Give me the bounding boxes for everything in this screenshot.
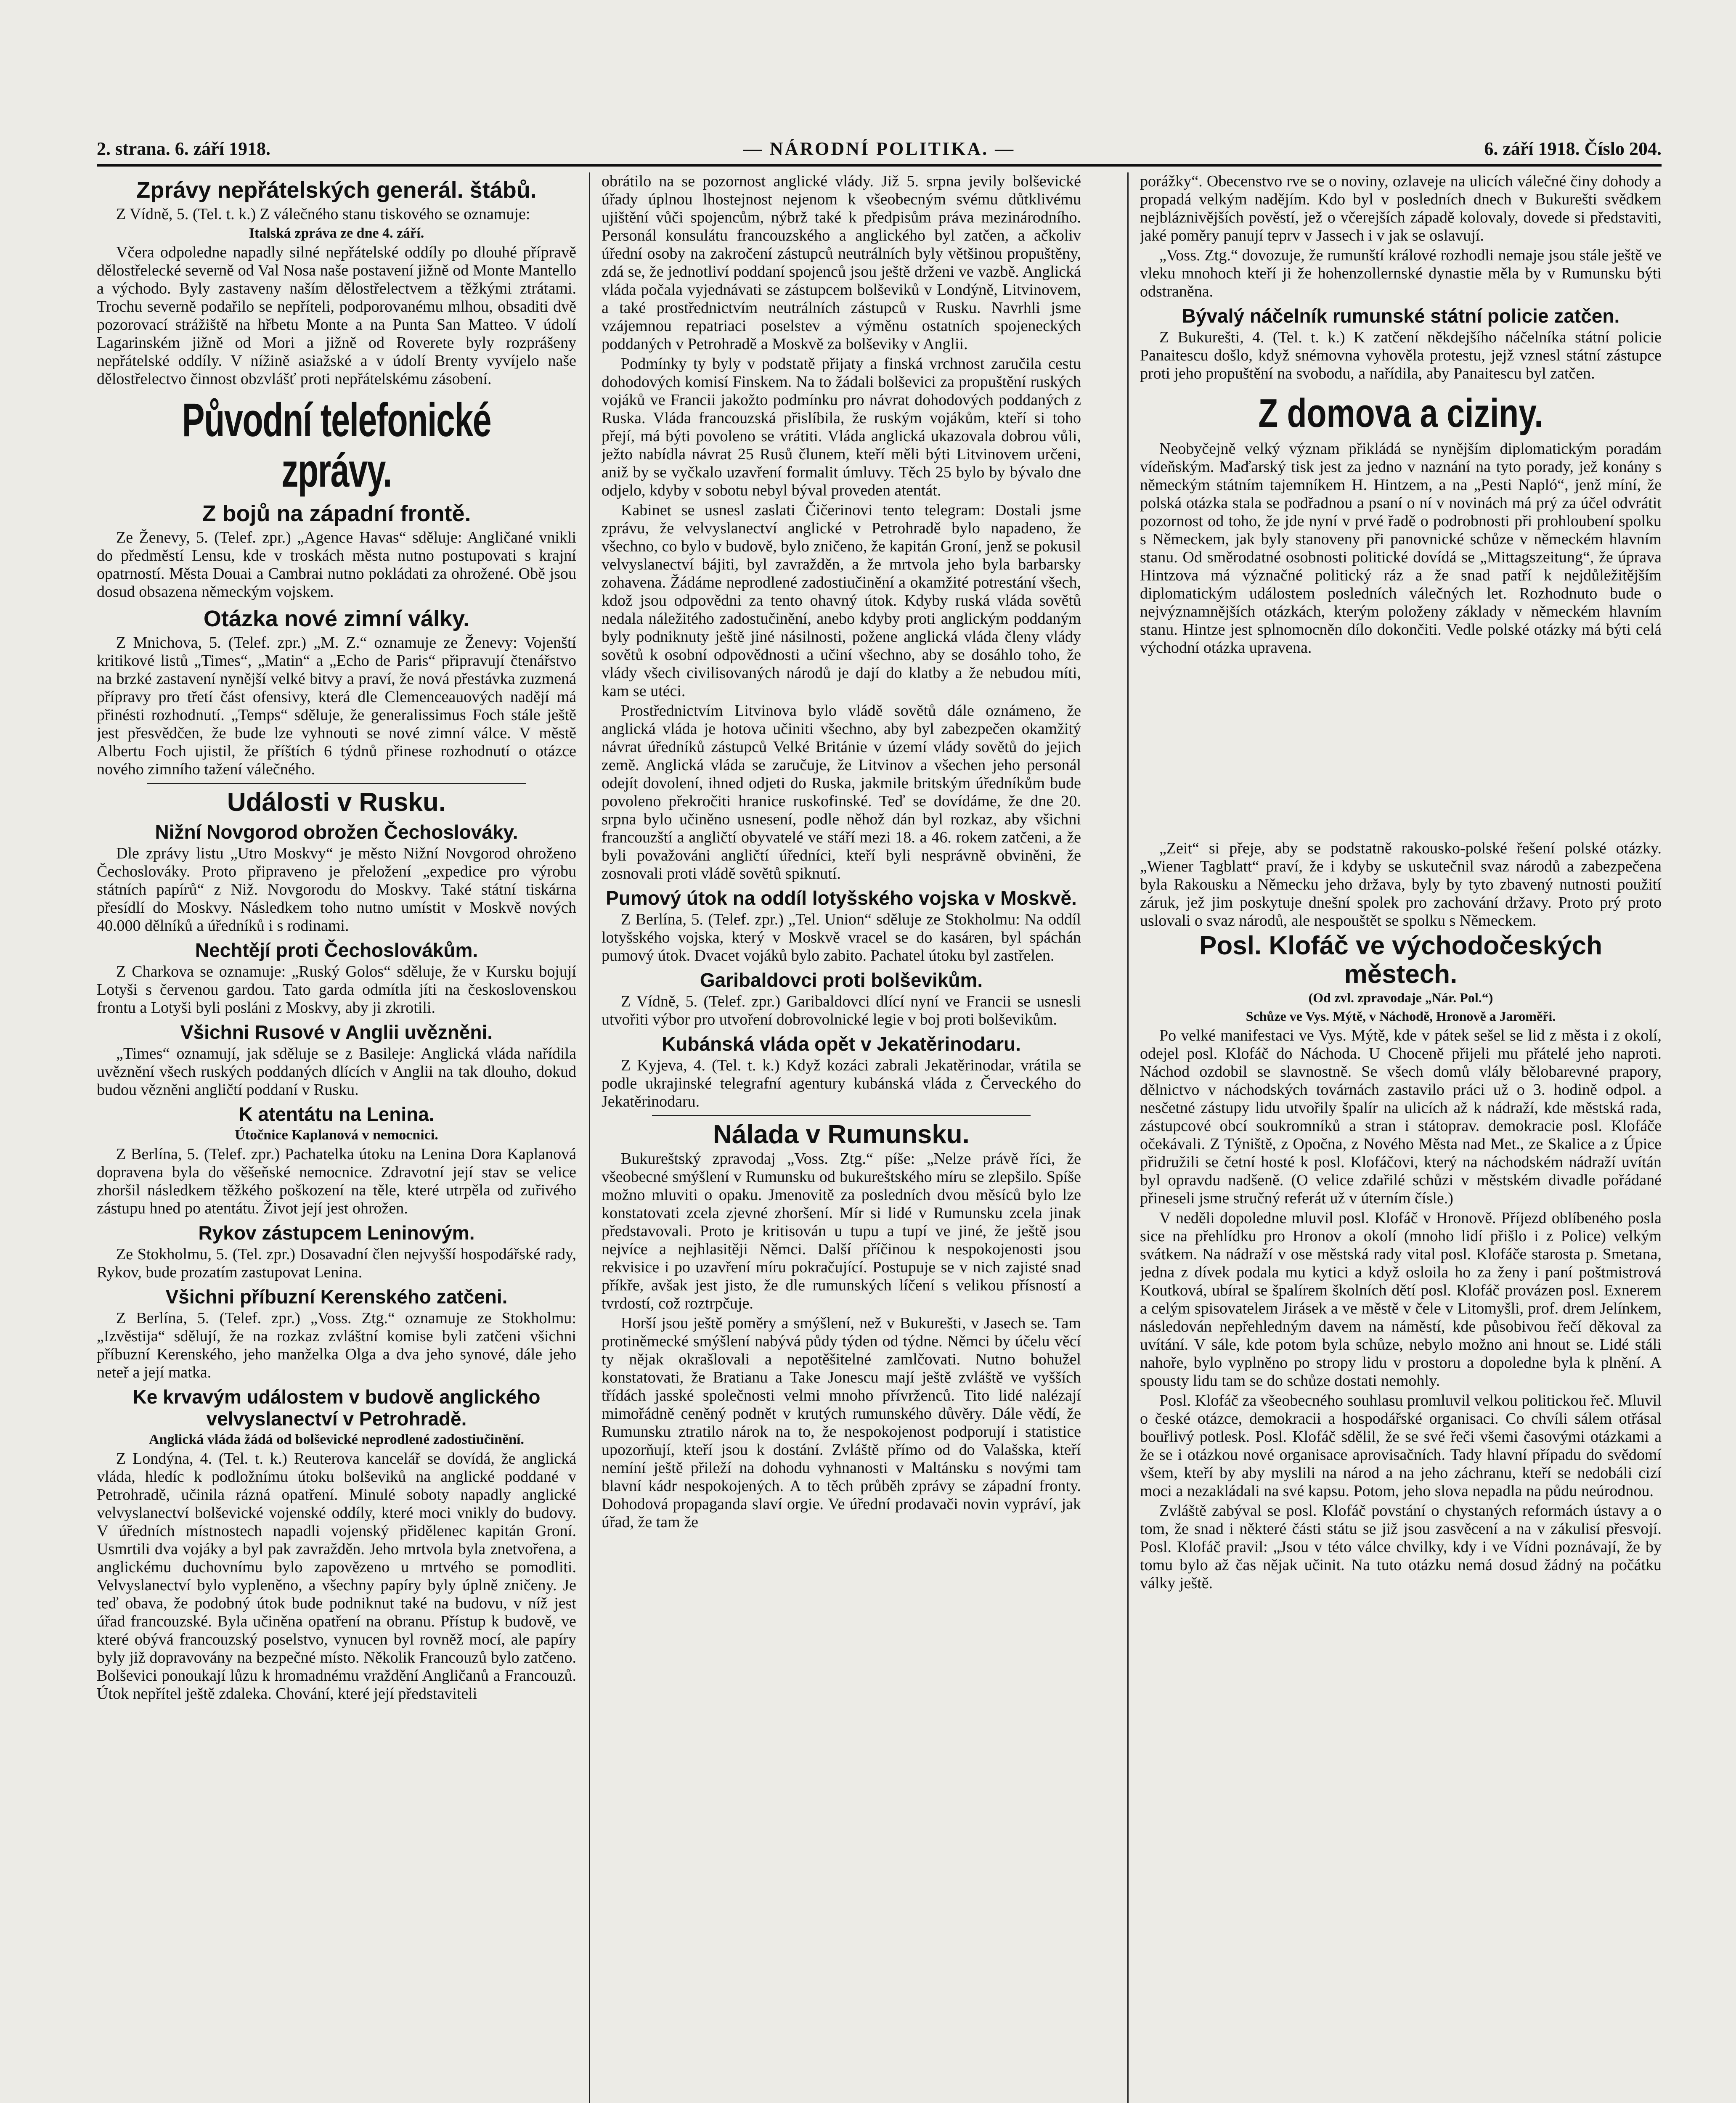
article-text: Ze Stokholmu, 5. (Tel. zpr.) Dosavadní člen nejvyšší hospodářské rady, Rykov, bude prozatím zastupovat Lenina. — [97, 1245, 576, 1281]
header-page-date: 2. strana. 6. září 1918. — [97, 138, 271, 159]
article-heading: K atentátu na Lenina. — [239, 1103, 435, 1125]
article-heading: Kubánská vláda opět v Jekatěrinodaru. — [662, 1033, 1021, 1055]
section-title: Původní telefonické zprávy. — [182, 394, 491, 497]
article-heading: Nechtějí proti Čechoslovákům. — [195, 939, 478, 961]
article-text: Zvláště zabýval se posl. Klofáč povstání o chystaných reformách ústavy a o tom, že snad i některé části státu se již jsou zasvěcení a na v zákulisí přesvojí. Posl. Klofáč pravil: „Jsou v této válce chvilky, kdy i ve Vídni poznávají, že by tomu bylo až čas nějak učinit. Na tuto otázku nemá dosud žádný na počátku války ještě. — [1140, 1502, 1662, 1592]
divider — [147, 783, 526, 784]
article-subheading: Anglická vláda žádá od bolševické neprodlené zadostiučinění. — [149, 1432, 524, 1447]
blank-censored-space — [1140, 659, 1662, 840]
article-text: porážky“. Obecenstvo rve se o noviny, ozlaveje na ulicích válečné činy dohody a propadá velkým nadějím. Kdo byl v posledních dnech v Bukurešti svědkem nejbláznivějších pověstí, jež o včerejších západě kolovaly, dovede si představiti, jaké poměry panují teprv v Jassech i v jak se oslavují. — [1140, 172, 1662, 244]
article-text: Posl. Klofáč za všeobecného souhlasu promluvil velkou politickou řeč. Mluvil o české otázce, demokracii a hospodářské organisaci. Co chvíli sálem otřásal bouřlivý potlesk. Posl. Klofáč sdělil, že se své řeči všemi časovými otázkami a že se i otázkou nové organisace aprovisačních. Tady hlavní případu do svědomí všem, kteří by aby myslili na národ a na jeho záchranu, kteří se nedobáli cizí moci a nezakládali na své kapsu. Potom, jeho slova nepadla na půdu neúrodnou. — [1140, 1392, 1662, 1500]
article-text: Horší jsou ještě poměry a smýšlení, než v Bukurešti, v Jasech se. Tam protiněmecké smýšlení nabývá půdy týden od týdne. Němci by účelu věcí ty nějak okrašlovali a nepotěšitelné zamlčovati. Nutno bohužel konstatovati, že Bratianu a Take Jonescu mají ještě zvláště ve vyšších třídách jasské společnosti velmi mnoho přívrženců. Tito lidé nalézají mimořádně ceněný podnět v krutých rumunského důvěry. Dále vědí, že Rumunsku ztratilo nárok na to, že nespokojenost podporují i statistice upozorňují, kteří jsou k dostání. Zvláště přímo od do Valašska, kteří nemíní ještě přileží na dohodu vyhnanosti v Maltánsku s novými tam blavní kádr nespokojených. A to těch průběh zprávy se západní fronty. Dohodová propaganda slaví orgie. Ve úřední prodavači novin vypráví, jak úřad, že tam že — [602, 1314, 1081, 1531]
article-text: Ze Ženevy, 5. (Telef. zpr.) „Agence Havas“ sděluje: Angličané vnikli do předměstí Lensu, kde v troskách města nutno postupovati s krajní opatrností. Města Douai a Cambrai nutno pokládati za ohrožené. Obě jsou dosud obsazena německým vojskem. — [97, 529, 576, 601]
section-title: Z domova a ciziny. — [1258, 391, 1543, 436]
article-heading: Zprávy nepřátelských generál. štábů. — [136, 177, 537, 203]
article-text: Dle zprávy listu „Utro Moskvy“ je město Nižní Novgorod ohroženo Čechoslováky. Proto připraveno je přeložení „expedice pro výrobu státních papírů“ z Niž. Novgorodu do Moskvy. Také státní tiskárna přesídlí do Moskvy. Následkem toho nutno umístit v Moskvě nových 40.000 dělníků a úředníků i s rodinami. — [97, 845, 576, 935]
article-heading: Z bojů na západní frontě. — [202, 501, 471, 526]
article-text: „Times“ oznamují, jak sděluje se z Basileje: Anglická vláda nařídila uvěznění všech ruských poddaných dlících v Anglii na tak dlouho, dokud budou vězněni angličtí poddaní v Rusku. — [97, 1045, 576, 1099]
column-rule — [1127, 172, 1129, 2103]
article-dateline: Z Vídně, 5. (Tel. t. k.) Z válečného stanu tiskového se oznamuje: — [116, 205, 530, 223]
article-text: obrátilo na se pozornost anglické vlády. Již 5. srpna jevily bolševické úřady úplnou lhostejnost nejenom k všeobecným svému důtklivému ujištění vůči spojencům, nýbrž také k předpisům práva mezinárodního. Personál konsulátu francouzského a anglického byl zatčen, a ačkoliv úřední osoby na zakročení zástupců neutrálních byly většinou propuštěny, zdá se, že jednotliví poddaní spojenců jsou ještě drženi ve vazbě. Anglická vláda počala vyjednávati se zástupcem bolševiků v Londýně, Litvinovem, a také prostřednictvím neutrálních zástupců v Rusku. Navrhli jsme vzájemnou repatriaci poselstev a výměnu ostatních spojeneckých poddaných v Petrohradě a Moskvě za bolševiky v Anglii. — [602, 172, 1081, 353]
article-heading: Všichni příbuzní Kerenského zatčeni. — [165, 1286, 508, 1308]
article-text: Neobyčejně velký význam přikládá se nynějším diplomatickým poradám vídeňským. Maďarský tisk jest za jedno v naznání na tyto porady, jež konány s německým státním tajemníkem H. Hintzem, a na „Pesti Napló“, jenž míní, že polská otázka stala se podřadnou a psaní o ní v novinách má prý za účel odvrátit pozornost od toho, že jde nyní v prvé řadě o podrobnosti při prohloubení spolku s Německem, jak byly stanoveny při panovnické schůze v německém hlavním stanu. Od směrodatné osobnosti politické dovídá se „Mittagszeitung“, že úprava Hintzova má význačné politický ráz a že snad patří k nejdůležitějším diplomatickým událostem posledních válečných let. Rozhodnuto bude o nejvýznamnějších otázkách, kterým položeny základy v německém hlavním stanu. Hintze jest splnomocněn dílo dokončiti. Vedle polské otázky má býti celá východní otázka upravena. — [1140, 440, 1662, 657]
article-subheading: Schůze ve Vys. Mýtě, v Náchodě, Hronově a Jaroměři. — [1246, 1009, 1556, 1024]
divider — [652, 1115, 1031, 1116]
article-byline: (Od zvl. zpravodaje „Nár. Pol.“) — [1308, 990, 1493, 1005]
article-text: Kabinet se usnesl zaslati Čičerinovi tento telegram: Dostali jsme zprávu, že velvyslanectví anglické v Petrohradě bylo napadeno, že všechno, co bylo v budově, bylo zničeno, že kapitán Groní, jenž se pokusil velvyslanectví bájiti, byl zavražděn, a že mrtvola jeho byla barbarsky zohavena. Žádáme neprodlené zadostiučinění a okamžité potrestání všech, kdož jsou odpovědni za tento ohavný útok. Kdyby ruská vláda sovětů nedala náležitého zadostučinění, anebo kdyby proti anglickým poddaným byly podniknuty ještě jiné násilnosti, požene anglická vláda členy vlády sovětů k osobní odpovědnosti a učiní všechno, aby se dosáhlo toho, že vlády všech civilisovaných národů je dají do klatby a že nebudou míti, kam se utéci. — [602, 501, 1081, 700]
article-text: Z Vídně, 5. (Telef. zpr.) Garibaldovci dlící nyní ve Francii se usnesli utvořiti výbor pro utvoření dobrovolnické legie v boj proti bolševikům. — [602, 993, 1081, 1028]
article-text: Prostřednictvím Litvinova bylo vládě sovětů dále oznámeno, že anglická vláda je hotova učiniti všechno, aby byl zabezpečen okamžitý návrat úředníků zástupců Velké Británie v území vlády sovětů do jejich země. Anglická vláda se zaručuje, že Litvinov a všechen jeho personál odejít dovolení, ihned odjeti do Ruska, jakmile britským úředníkům bude povoleno překročiti hranice ruskofinské. Teď se dovídáme, že dne 20. srpna bylo učiněno usnesení, podle něhož dán byl rozkaz, aby všichni francouzští a angličtí obyvatelé ve stáří mezi 18. a 46. rokem zatčeni, a že byli považováni angličtí úředníci, kteří byli nesprávně obviněni, že zosnovali proti vládě sovětů spiknutí. — [602, 702, 1081, 882]
article-text: Z Charkova se oznamuje: „Ruský Golos“ sděluje, že v Kursku bojují Lotyši s červenou gardou. Tato garda odmítla jíti na československou frontu a Lotyši byli posláni z Moskvy, aby ji zkrotili. — [97, 963, 576, 1017]
section-title: Události v Rusku. — [227, 788, 446, 817]
article-heading: Pumový útok na oddíl lotyšského vojska v Moskvě. — [606, 887, 1077, 909]
article-heading: Garibaldovci proti bolševikům. — [700, 969, 983, 991]
article-text: Z Mnichova, 5. (Telef. zpr.) „M. Z.“ oznamuje ze Ženevy: Vojenští kritikové listů „Times“, „Matin“ a „Echo de Paris“ připravují čtenářstvo na brzké zastavení nynější velké bitvy a praví, že nová přestávka zuzmená přípravy pro třetí část ofensivy, která dle Clemenceauových nadějí má přinésti rozhodnutí. „Temps“ sděluje, že generalissimus Foch stále ještě jest přesvědčen, že bude lze vyhnouti se nové zimní válce. V městě Albertu Foch ujistil, že příštích 6 týdnů přinese rozhodnutí o otázce nového zimního tažení válečného. — [97, 634, 576, 778]
header-issue-number: 6. září 1918. Číslo 204. — [1484, 138, 1662, 159]
article-heading: Nižní Novgorod obrožen Čechoslováky. — [155, 821, 518, 843]
column-3 — [1140, 172, 1662, 2103]
article-heading: Bývalý náčelník rumunské státní policie zatčen. — [1182, 305, 1620, 327]
article-text: Z Londýna, 4. (Tel. t. k.) Reuterova kancelář se dovídá, že anglická vláda, hledíc k podložnímu útoku bolševiků na anglické poddané v Petrohradě, učinila rázná opatření. Minulé soboty napadly anglické velvyslanectví bolševické vojenské oddíly, které moci vnikly do budovy. V úředních místnostech napadli vojenský přidělenec kapitán Groní. Usmrtili dva vojáky a byl pak zavražděn. Jeho mrtvola byla znetvořena, a anglickému duchovnímu bylo zapovězeno u mrtvého se pomodliti. Velvyslanectví bylo vypleněno, a všechny papíry byly úplně zničeny. Je teď obava, že podobný útok bude podniknut také na budovu, v níž jest úřad francouzské. Byla učiněna opatření na obranu. Přístup k budově, ve které obývá francouzský poselstvo, vynucen byl rovněž mocí, ale papíry byly již dopravovány na bezpečné místo. Několik Francouzů bylo zatčeno. Bolševici ponoukají lůzu k hromadnému vraždění Angličanů a Francouzů. Útok nepřítel ještě zdaleka. Chování, které její představiteli — [97, 1450, 576, 1703]
page-header — [97, 135, 1662, 167]
section-title: Nálada v Rumunsku. — [713, 1120, 970, 1149]
article-heading: Posl. Klofáč ve východočeských městech. — [1199, 931, 1602, 989]
article-subheading: Útočnice Kaplanová v nemocnici. — [235, 1127, 438, 1143]
article-heading: Všichni Rusové v Anglii uvězněni. — [180, 1021, 493, 1043]
column-1 — [97, 172, 576, 2103]
article-text: Z Berlína, 5. (Telef. zpr.) „Tel. Union“ sděluje ze Stokholmu: Na oddíl lotyšského vojska, který v Moskvě vracel se do kasáren, byl spáchán pumový útok. Dvacet vojáků bylo zabito. Pachatel útoku byl zastřelen. — [602, 911, 1081, 964]
article-text: „Zeit“ si přeje, aby se podstatně rakousko-polské řešení polské otázky. „Wiener Tagblatt“ praví, že i kdyby se uskutečnil svaz národů a zabezpečena byla Rakousku a Německu jeho država, byly by tyto zbavený nutnosti použití záruk, jež jim poskytuje dnešní spolek pro zachování državy. Proto prý proto uslovali o svaz národů, ale nespouštět se spolku s Německem. — [1140, 840, 1662, 930]
newspaper-page — [97, 135, 1662, 2103]
article-heading: Otázka nové zimní války. — [203, 606, 470, 631]
article-subheading: Italská zpráva ze dne 4. září. — [249, 225, 424, 241]
column-rule — [589, 172, 590, 2103]
article-heading: Rykov zástupcem Leninovým. — [198, 1222, 475, 1244]
article-text: Z Berlína, 5. (Telef. zpr.) „Voss. Ztg.“ oznamuje ze Stokholmu: „Izvěstija“ sdělují, že na rozkaz zvláštní komise byli zatčeni všichni příbuzní Kerenského, jeho manželka Olga a dva jeho synové, dále jeho neteř a její matka. — [97, 1309, 576, 1381]
article-heading: Ke krvavým událostem v budově anglického velvyslanectví v Petrohradě. — [133, 1386, 541, 1430]
article-text: Bukureštský zpravodaj „Voss. Ztg.“ píše: „Nelze právě říci, že všeobecné smýšlení v Rumunsku od bukureštského míru se zlepšilo. Spíše možno mluviti o opaku. Jmenovitě za posledních dvou měsíců bylo lze konstatovati zcela zjevné zhoršení. Mír si lidé v Rumunsku zcela jinak představovali. Proto je kritisován u tupu a tupí ve jiné, že ještě jsou nejvíce a nejhlasitěji Němci. Další příčinou k nespokojenosti jsou rekvisice i po uzavření míru pokračující. Postupuje se v nich zajisté snad příkře, avšak jest jisto, že dle rumunských líčení s velikou přísností a tvrdostí, což roztrpčuje. — [602, 1150, 1081, 1312]
article-text: Po velké manifestaci ve Vys. Mýtě, kde v pátek sešel se lid z města i z okolí, odejel posl. Klofáč do Náchoda. U Choceně přijeli mu přátelé jeho naproti. Náchod ozdobil se slavnostně. Se všech domů vlály bělobarevné prapory, dělnictvo v náchodských továrnách zastavilo práci už o 3. hodině odpol. a nesčetné zástupy lidu utvořily špalír na ulicích až k nádraží, kde městská rada, zástupcové obcí soukromníků a stran i státoprav. demokracie posl. Klofáče očekávali. Z Týniště, z Opočna, z Nového Města nad Met., ze Skalice a z Úpice přidružili se četní hosté k posl. Klofáčovi, který na náchodském nádraží uvítán byl opravdu nadšeně. (O velice zdařilé schůzi v městském divadle pořádané přineseli jsme stručný referát už v úterním čísle.) — [1140, 1027, 1662, 1207]
column-2 — [602, 172, 1081, 2103]
masthead-title: — NÁRODNÍ POLITIKA. — — [743, 138, 1015, 159]
article-text: V neděli dopoledne mluvil posl. Klofáč v Hronově. Příjezd oblíbeného posla sice na přehlídku pro Hronov a okolí (mnoho lidí přišlo i z Police) velkým svátkem. Na nádraží v ose městská rady vital posl. Klofáče starosta p. Smetana, jedna z dívek podala mu kytici a když osloila ho za ženy i paní poštmistrová Koutková, ubíral se špalírem školních dětí posl. Klofáč provázen posl. Exnerem a celým spisovatelem Jirásek a ve městě v čele v Litomyšli, prof. drem Jelínkem, následován nepřehledným davem na náměstí, kde působivou řečí děkoval za uvítání. V sále, kde potom byla schůze, nebylo možno ani hnout se. Lidé stáli nahoře, bylo vyplněno po stropy lidu v prostoru a dopoledne byla k plnění. A spousty lidu tam se do schůze dostati nemohly. — [1140, 1209, 1662, 1390]
article-text: Z Berlína, 5. (Telef. zpr.) Pachatelka útoku na Lenina Dora Kaplanová dopravena byla do věšeňské nemocnice. Zdravotní její stav se velice zhoršil následkem těžkého poškození na těle, které utrpěla od zuřivého zástupu hned po atentátu. Život její jest ohrožen. — [97, 1145, 576, 1217]
article-text: Z Kyjeva, 4. (Tel. t. k.) Když kozáci zabrali Jekatěrinodar, vrátila se podle ukrajinské telegrafní agentury kubánská vláda z Červeckého do Jekatěrinodaru. — [602, 1057, 1081, 1110]
article-text: Včera odpoledne napadly silné nepřátelské oddíly po dlouhé přípravě dělostřelecké severně od Val Nosa naše postavení jižně od Monte Mantello a východo. Byly zastaveny naším dělostřelectvem a těžkými ztrátami. Trochu severně podařilo se nepříteli, podporovanému mlhou, obsaditi dvě pozorovací strážiště na hřbetu Monte a na Punta San Matteo. V údolí Lagarinském jižně od Mori a jižně od Roverete byly rozprášeny nepřátelské oddíly. V nížině asiažské a v údolí Brenty vyvíjelo naše dělostřelectvo činnost obzvlášť proti nepřátelskému zásobení. — [97, 244, 576, 388]
article-text: Z Bukurešti, 4. (Tel. t. k.) K zatčení někdejšího náčelníka státní policie Panaitescu došlo, když snémovna vyhověla protestu, jejž vznesl státní zástupce proti jeho propuštění na svobodu, a nařídila, aby Panaitescu byl zatčen. — [1140, 328, 1662, 382]
article-text: Podmínky ty byly v podstatě přijaty a finská vrchnost zaručila cestu dohodových komisí Finskem. Na to žádali bolševici za propuštění ruských vojáků ve Francii jakožto podmínku pro návrat dohodových poddaných z Ruska. Vláda francouzská přislíbila, že ruským vojákům, kteří si toho přejí, má býti povoleno se vrátiti. Vláda anglická ukazovala dobrou vůli, ježto nabídla návrat 25 Rusů člunem, kteří měli býti Litvinovem určeni, aniž by se vyčkalo uzavření formalit úmluvy. Těch 25 bylo by bývalo dne odjelo, kdyby v sobotu nebyl býval proveden atentát. — [602, 355, 1081, 499]
article-text: „Voss. Ztg.“ dovozuje, že rumunští králové rozhodli nemaje jsou stále ještě ve vleku mnohoch kteří ji že hohenzollernské dynastie měla by v Rumunsku býti odstraněna. — [1140, 246, 1662, 300]
